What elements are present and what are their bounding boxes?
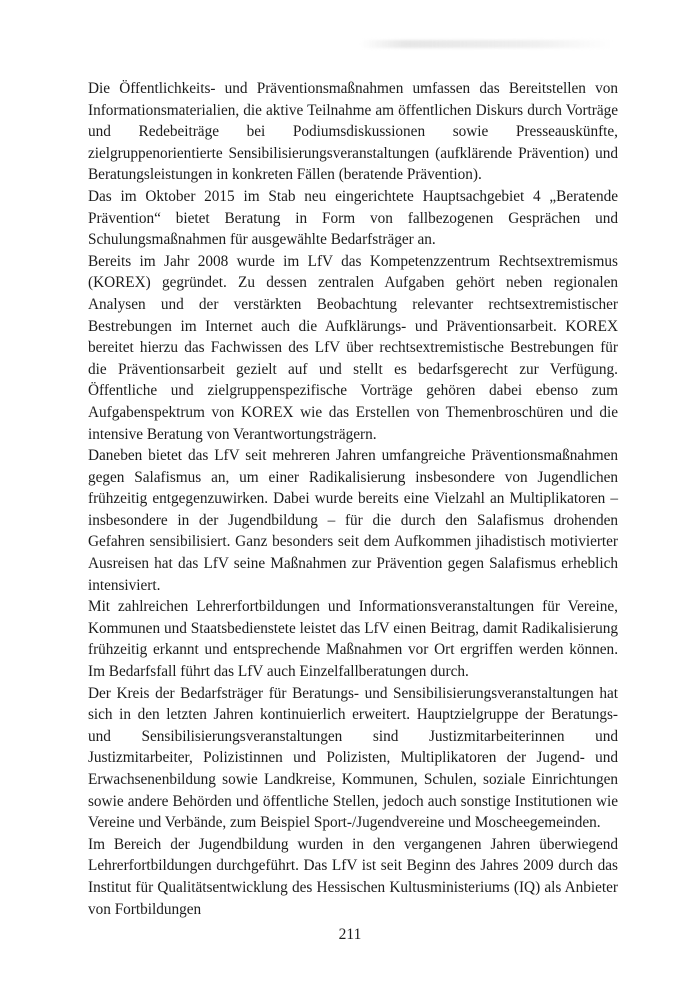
paragraph: Bereits im Jahr 2008 wurde im LfV das Kompetenzzentrum Rechtsextremismus (KOREX) gegründet. Zu dessen zentralen Aufgaben gehört neben regionalen Analysen und der verstärkten Beobachtung relevanter rechtsextremistischer Bestrebungen im Internet auch die Aufklärungs- und Präventionsarbeit. KOREX bereitet hierzu das Fachwissen des LfV über rechtsextremistische Bestrebungen für die Präventionsarbeit gezielt auf und stellt es bedarfsgerecht zur Verfügung. Öffentliche und zielgruppenspezifische Vorträge gehören dabei ebenso zum Aufgabenspektrum von KOREX wie das Erstellen von Themenbroschüren und die intensive Beratung von Verantwortungsträgern. [88,252,618,443]
paragraph: Mit zahlreichen Lehrerfortbildungen und Informationsveranstaltungen für Vereine, Kommunen und Staatsbedienstete leistet das LfV einen Beitrag, damit Radikalisierung frühzeitig erkannt und entsprechende Maßnahmen vor Ort ergriffen werden können. Im Bedarfsfall führt das LfV auch Einzelfallberatungen durch. [88,598,618,681]
running-header-smudge [360,40,615,48]
paragraph: Der Kreis der Bedarfsträger für Beratungs- und Sensibilisierungsveranstaltungen hat sich in den letzten Jahren kontinuierlich erweitert. Hauptzielgruppe der Beratungs- und Sensibilisierungsveranstaltungen sind Justizmitarbeiterinnen und Justizmitarbeiter, Polizistinnen und Polizisten, Multiplikatoren der Jugend- und Erwachsenenbildung sowie Landkreise, Kommunen, Schulen, soziale Einrichtungen sowie andere Behörden und öffentliche Stellen, jedoch auch sonstige Institutionen wie Vereine und Verbände, zum Beispiel Sport-/Jugendvereine und Moscheegemeinden. [88,684,618,832]
page-number: 211 [338,926,362,943]
paragraph: Im Bereich der Jugendbildung wurden in den vergangenen Jahren überwiegend Lehrerfortbildungen durchgeführt. Das LfV ist seit Beginn des Jahres 2009 durch das Institut für Qualitätsentwicklung des Hessischen Kultusministeriums (IQ) als Anbieter von Fortbildungen [88,835,618,918]
paragraph: Das im Oktober 2015 im Stab neu eingerichtete Hauptsachgebiet 4 „Beratende Prävention“ bietet Beratung in Form von fallbezogenen Gesprächen und Schulungsmaßnahmen für ausgewählte Bedarfsträger an. [88,187,618,249]
body-text [88,78,618,920]
paragraph: Daneben bietet das LfV seit mehreren Jahren umfangreiche Präventionsmaßnahmen gegen Salafismus an, um einer Radikalisierung insbesondere von Jugendlichen frühzeitig entgegenzuwirken. Dabei wurde bereits eine Vielzahl an Multiplikatoren – insbesondere in der Jugendbildung – für die durch den Salafismus drohenden Gefahren sensibilisiert. Ganz besonders seit dem Aufkommen jihadistisch motivierter Ausreisen hat das LfV seine Maßnahmen zur Prävention gegen Salafismus erheblich intensiviert. [88,447,618,594]
paragraph: Die Öffentlichkeits- und Präventionsmaßnahmen umfassen das Bereitstellen von Informationsmaterialien, die aktive Teilnahme am öffentlichen Diskurs durch Vorträge und Redebeiträge bei Podiumsdiskussionen sowie Presseauskünfte, zielgruppenorientierte Sensibilisierungsveranstaltungen (aufklärende Prävention) und Beratungsleistungen in konkreten Fällen (beratende Prävention). [88,80,618,184]
